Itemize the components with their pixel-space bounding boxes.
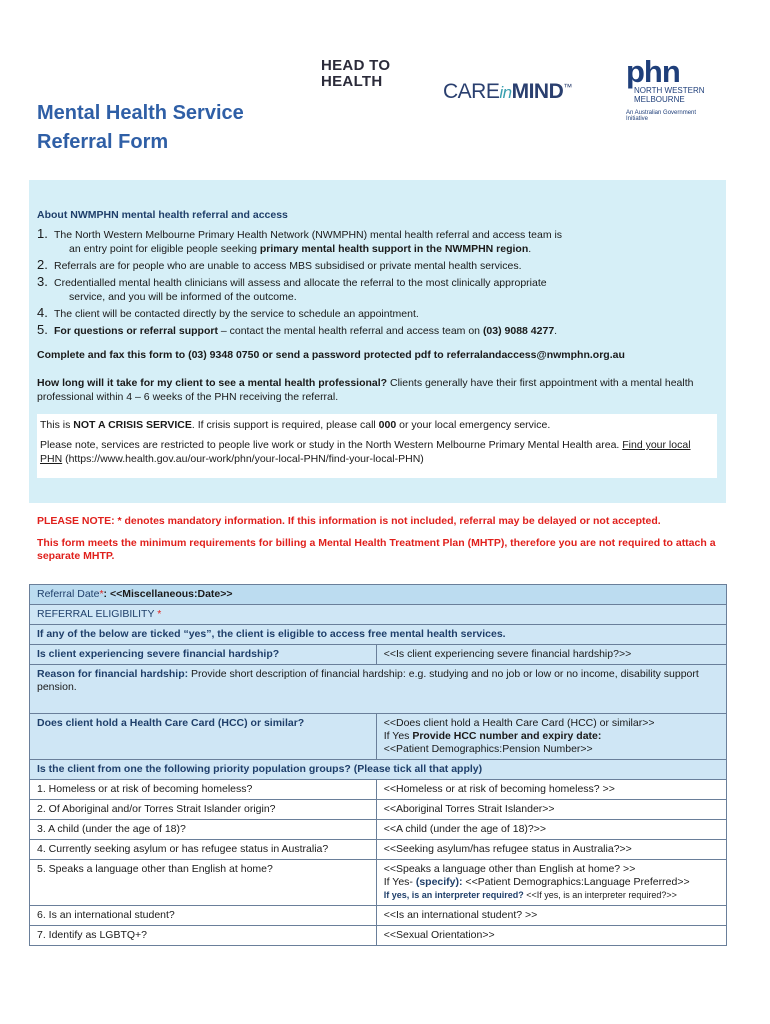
question-cell: Is client experiencing severe financial hardship? [30,645,377,665]
table-row [30,800,727,820]
list-number: 3. [37,274,48,289]
find-local-phn-link[interactable]: Find your local PHN [40,439,691,465]
table-row [30,585,727,605]
logo-text: MELBOURNE [634,95,685,104]
answer-text: <<Does client hold a Health Care Card (HCC) or similar>> [383,717,655,729]
info-list [37,228,717,338]
eligibility-header [30,605,727,625]
mandatory-note: PLEASE NOTE: * denotes mandatory information. If this information is not included, referral may be delayed or not accepted. [37,515,661,527]
list-number: 4. [37,305,48,320]
list-item [37,307,717,321]
logo-text: HEALTH [321,73,383,90]
section-label: REFERRAL ELIGIBILITY [37,608,158,620]
question-cell: 3. A child (under the age of 18)? [30,820,377,840]
table-row [30,926,727,946]
answer-cell[interactable]: <<Is client experiencing severe financial hardship?>> [376,645,726,665]
title-line: Mental Health Service [37,102,244,124]
text: Please note, services are restricted to people live work or study in the North Western Melbourne Primary Mental Health area. [40,439,623,451]
list-text: . [554,325,558,337]
eligibility-intro: If any of the below are ticked “yes”, the client is eligible to access free mental health services. [30,625,727,645]
url-text: (https://www.health.gov.au/our-work/phn/your-local-PHN/find-your-local-PHN) [62,453,424,465]
list-text: The client will be contacted directly by the service to schedule an appointment. [54,308,419,320]
text-bold: If yes, is an interpreter required? [383,890,524,900]
restriction-text [40,438,714,466]
list-text-bold: primary mental health support in the NWMPHN region [259,243,529,255]
logo-text: in [499,83,512,102]
table-row [30,625,727,645]
list-item [37,276,717,304]
list-text: Referrals are for people who are unable to access MBS subsidised or private mental health services. [54,260,522,272]
logo-text: phn [626,54,680,89]
answer-cell[interactable]: <<Sexual Orientation>> [376,926,726,946]
list-number: 5. [37,322,48,337]
table-row [30,860,727,906]
answer-text: <<Speaks a language other than English at home? >> [383,863,636,875]
answer-cell[interactable] [376,714,726,760]
list-text: The North Western Melbourne Primary Health Network (NWMPHN) mental health referral and access team is [54,229,563,241]
table-row [30,665,727,714]
list-number: 2. [37,257,48,272]
logo-text: MIND [511,80,564,103]
table-row [30,760,727,780]
info-panel [29,180,726,503]
text: <<If yes, is an interpreter required?>> [523,890,677,900]
info-content [37,208,717,478]
list-number: 1. [37,226,48,241]
logo-text: NORTH WESTERN [634,86,705,95]
question-cell: Does client hold a Health Care Card (HCC) or similar? [30,714,377,760]
table-row [30,605,727,625]
phone-number: (03) 9088 4277 [482,325,555,337]
wait-time-info [37,376,717,404]
list-item [37,324,717,338]
logo-text: An Australian Government Initiative [626,110,697,122]
referral-date-cell[interactable] [30,585,727,605]
answer-cell[interactable]: <<Homeless or at risk of becoming homeless? >> [376,780,726,800]
answer-text [384,876,719,889]
text: If Yes [383,730,413,742]
question-cell: 6. Is an international student? [30,906,377,926]
field-label: Referral Date [37,588,100,600]
field-label: Reason for financial hardship: [37,668,189,680]
list-continuation [54,242,717,256]
text: If Yes- [383,876,416,888]
text: This is [40,419,74,431]
list-text-bold: For questions or referral support [54,325,218,337]
table-row [30,780,727,800]
answer-cell[interactable]: <<Aboriginal Torres Strait Islander>> [376,800,726,820]
mandatory-star: * [157,608,162,620]
list-text: Credentialled mental health clinicians will assess and allocate the referral to the most clinically appropriate [54,277,547,289]
head-to-health-logo [321,58,390,90]
crisis-text [40,418,714,432]
list-text: . [528,243,532,255]
mandatory-notes [37,515,727,572]
title-line: Referral Form [37,131,169,153]
text-bold: NOT A CRISIS SERVICE [73,419,192,431]
info-heading: About NWMPHN mental health referral and access [37,209,288,221]
table-row [30,906,727,926]
question-cell: 1. Homeless or at risk of becoming homeless? [30,780,377,800]
fax-instructions: Complete and fax this form to (03) 9348 0750 or send a password protected pdf to referralandaccess@nwmphn.org.au [37,349,625,361]
logo-text: ™ [563,82,572,92]
answer-cell[interactable] [376,860,726,906]
answer-cell[interactable]: <<Is an international student? >> [376,906,726,926]
answer-cell[interactable]: <<A child (under the age of 18)?>> [376,820,726,840]
text: or your local emergency service. [396,419,551,431]
answer-cell[interactable]: <<Seeking asylum/has refugee status in Australia?>> [376,840,726,860]
table-row [30,714,727,760]
field-hint: Provide short description of financial hardship: e.g. studying and no job or low or no income, disability support pension. [37,668,699,693]
care-in-mind-logo [443,80,572,104]
text-bold: (specify): [415,876,463,888]
list-continuation: service, and you will be informed of the outcome. [69,291,297,303]
phn-logo [626,54,716,122]
list-text: – contact the mental health referral and access team on [217,325,483,337]
logo-text: CARE [443,80,500,103]
text: . If crisis support is required, please call [191,419,379,431]
priority-question: Is the client from one the following priority population groups? (Please tick all that apply) [30,760,727,780]
list-item [37,228,717,256]
field-value: : <<Miscellaneous:Date>> [103,588,233,600]
wait-time-answer: Clients generally have their first appointment with a mental health professional within 4 – 6 weeks of the PHN receiving the referral. [37,377,694,403]
list-text: an entry point for eligible people seeking [69,243,260,255]
table-row [30,840,727,860]
answer-text: <<Patient Demographics:Pension Number>> [383,743,593,755]
table-row [30,820,727,840]
answer-text [384,730,719,743]
logo-text: HEAD TO [321,57,391,74]
page-title [37,99,244,157]
reason-cell[interactable] [30,665,727,714]
text: <<Patient Demographics:Language Preferred>> [462,876,690,888]
answer-text [384,889,719,902]
mhtp-note: This form meets the minimum requirements for billing a Mental Health Treatment Plan (MHTP), therefore you are not required to attach a separate MHTP. [37,537,716,562]
question-cell: 4. Currently seeking asylum or has refugee status in Australia? [30,840,377,860]
wait-time-question: How long will it take for my client to see a mental health professional? [37,377,388,389]
crisis-notice [37,414,717,478]
question-cell: 5. Speaks a language other than English at home? [30,860,377,906]
list-item [37,259,717,273]
emergency-number: 000 [378,419,397,431]
text-bold: Provide HCC number and expiry date: [412,730,602,742]
table-row [30,645,727,665]
question-cell: 2. Of Aboriginal and/or Torres Strait Islander origin? [30,800,377,820]
referral-table [29,584,727,946]
question-cell: 7. Identify as LGBTQ+? [30,926,377,946]
mandatory-star: * [99,588,104,600]
